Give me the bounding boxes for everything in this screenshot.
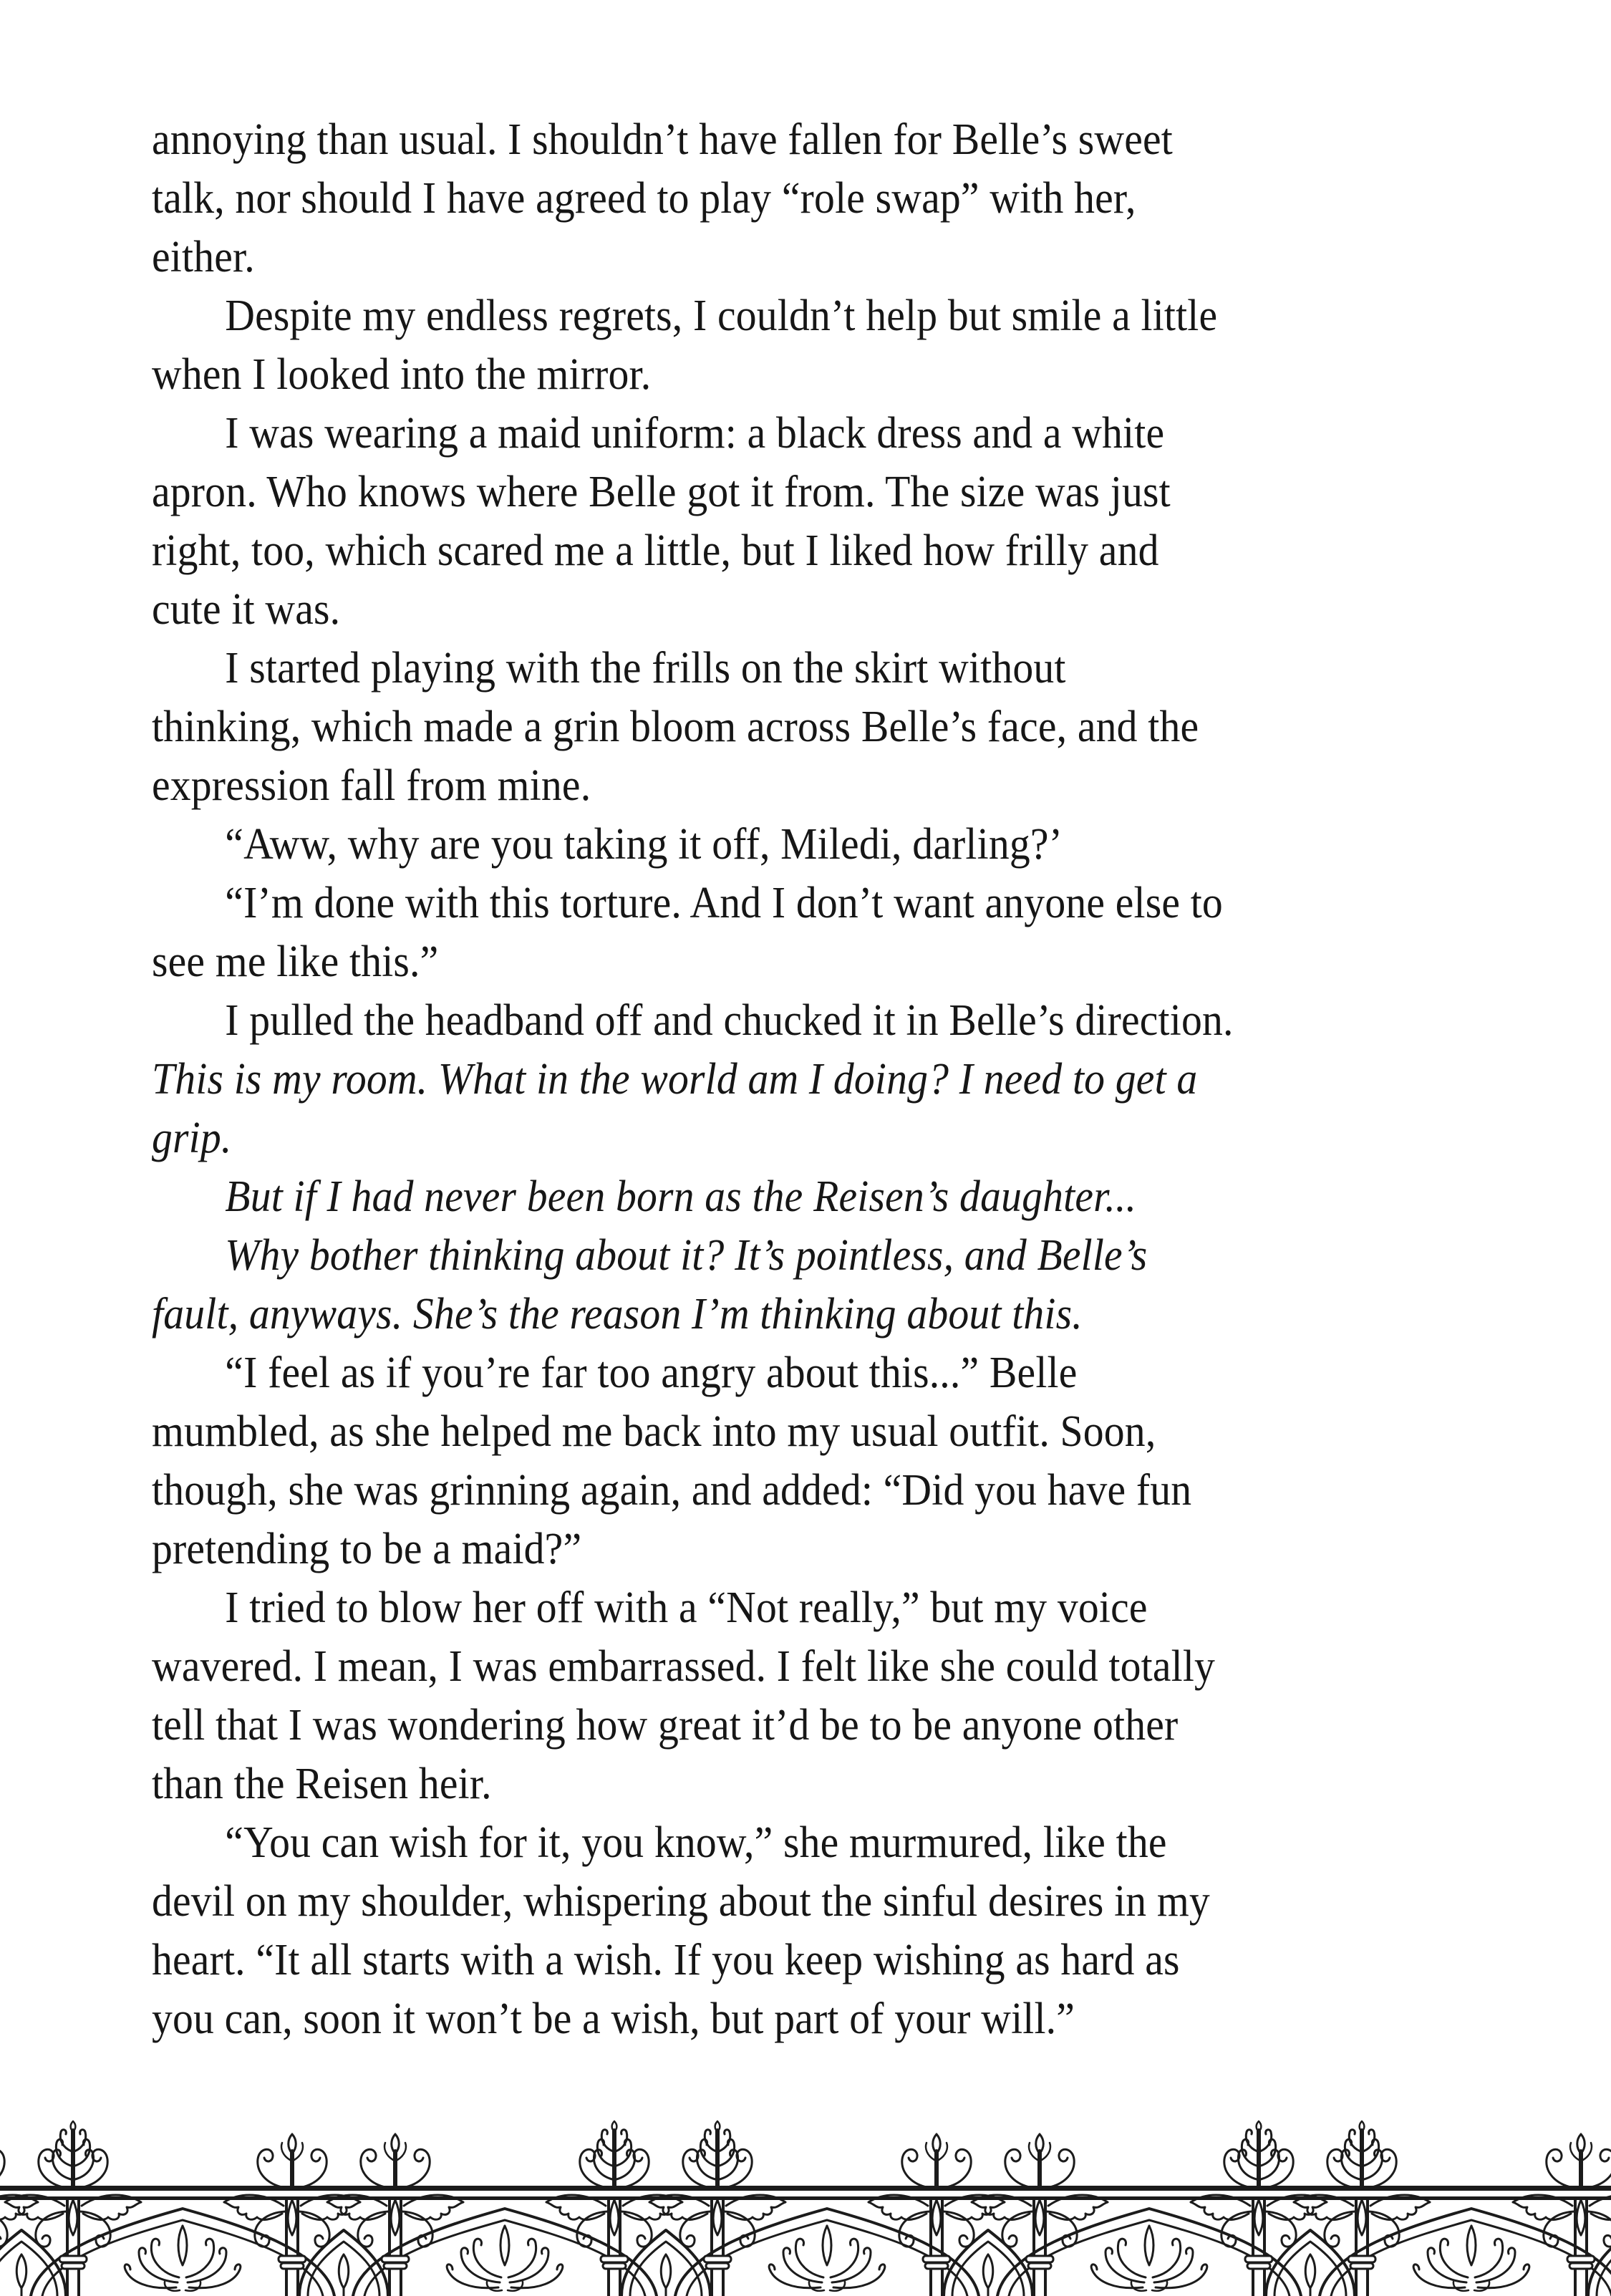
text-line: expression fall from mine. <box>152 761 591 810</box>
text-line: I started playing with the frills on the skirt without <box>225 644 1066 693</box>
text-line: heart. “It all starts with a wish. If you keep wishing as hard as <box>152 1936 1180 1984</box>
text-line: thinking, which made a grin bloom across Belle’s face, and the <box>152 703 1199 751</box>
text-line: than the Reisen heir. <box>152 1760 492 1808</box>
text-line: Why bother thinking about it? It’s pointless, and Belle’s <box>225 1231 1148 1280</box>
text-line: “You can wish for it, you know,” she murmured, like the <box>225 1818 1167 1867</box>
text-line: This is my room. What in the world am I doing? I need to get a <box>152 1055 1198 1104</box>
text-line: wavered. I mean, I was embarrassed. I felt like she could totally <box>152 1642 1216 1691</box>
text-line: though, she was grinning again, and added: “Did you have fun <box>152 1466 1192 1515</box>
text-line: either. <box>152 233 255 281</box>
text-line: annoying than usual. I shouldn’t have fallen for Belle’s sweet <box>152 115 1174 164</box>
text-line: “I feel as if you’re far too angry about this...” Belle <box>225 1349 1078 1397</box>
text-line: I was wearing a maid uniform: a black dress and a white <box>225 409 1165 458</box>
text-line: right, too, which scared me a little, but I liked how frilly and <box>152 526 1159 575</box>
text-line: apron. Who knows where Belle got it from. The size was just <box>152 468 1171 516</box>
text-line: But if I had never been born as the Reisen’s daughter... <box>225 1172 1137 1221</box>
text-line: cute it was. <box>152 585 341 634</box>
text-line: I tried to blow her off with a “Not really,” but my voice <box>225 1583 1148 1632</box>
text-line: “I’m done with this torture. And I don’t want anyone else to <box>225 879 1223 927</box>
text-line: see me like this.” <box>152 937 439 986</box>
text-line: talk, nor should I have agreed to play “role swap” with her, <box>152 174 1136 223</box>
text-line: devil on my shoulder, whispering about the sinful desires in my <box>152 1877 1210 1926</box>
text-line: when I looked into the mirror. <box>152 350 652 399</box>
text-line: Despite my endless regrets, I couldn’t help but smile a little <box>225 291 1218 340</box>
text-block <box>152 110 1484 2048</box>
text-line: you can, soon it won’t be a wish, but part of your will.” <box>152 1994 1075 2043</box>
text-line: grip. <box>152 1114 232 1162</box>
text-line: mumbled, as she helped me back into my usual outfit. Soon, <box>152 1407 1156 1456</box>
text-line: “Aww, why are you taking it off, Miledi, darling?’ <box>225 820 1063 869</box>
text-line: pretending to be a maid?” <box>152 1525 582 1573</box>
iron-fence-border-ornament <box>0 2106 1611 2296</box>
text-line: fault, anyways. She’s the reason I’m thinking about this. <box>152 1290 1083 1338</box>
text-line: I pulled the headband off and chucked it in Belle’s direction. <box>225 996 1234 1045</box>
text-line: tell that I was wondering how great it’d be to be anyone other <box>152 1701 1179 1750</box>
